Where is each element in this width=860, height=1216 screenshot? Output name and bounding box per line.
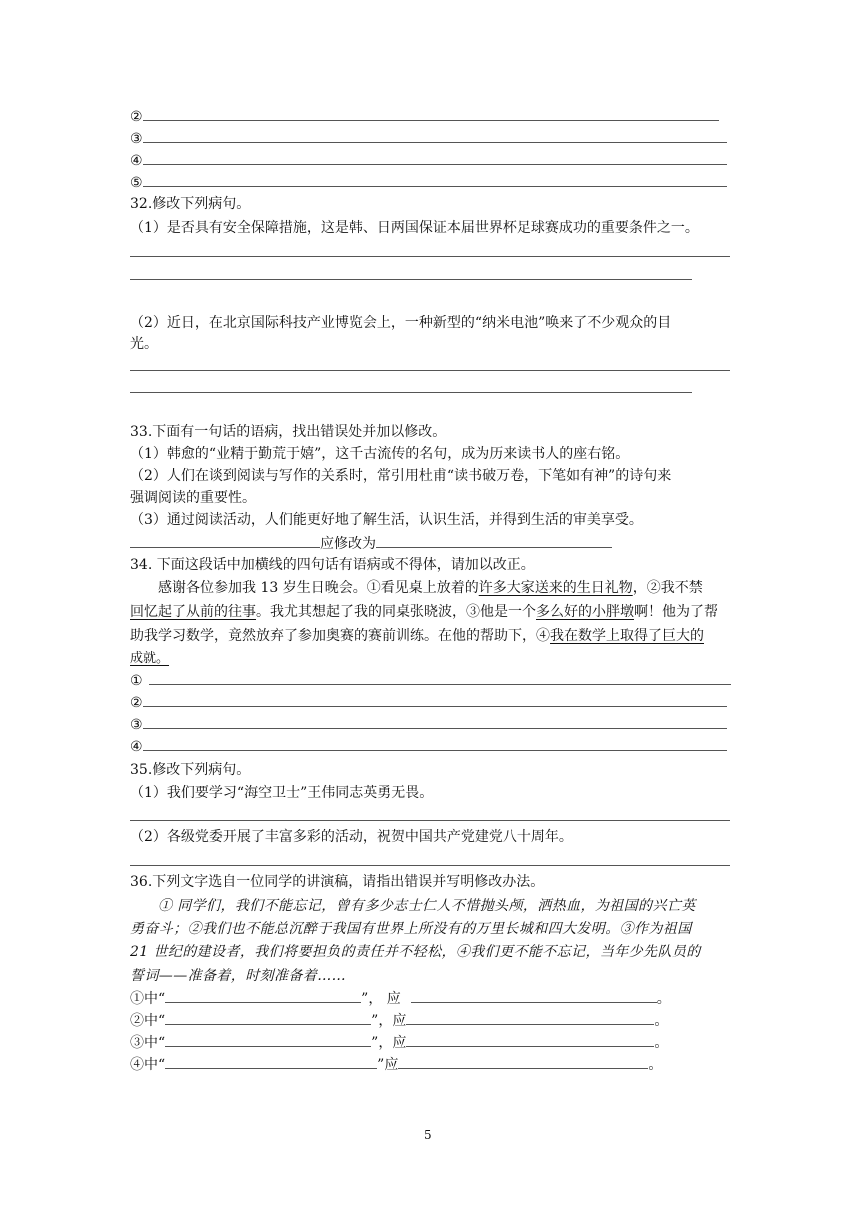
- q36-answer-row-3[interactable]: ③中“ ”，应 。: [130, 1032, 668, 1053]
- q35-sentence-1: （1）我们要学习“海空卫士”王伟同志英勇无畏。: [130, 785, 434, 801]
- underlined-phrase-4: 我在数学上取得了巨大的: [550, 628, 704, 644]
- q36-para-line-3: 21 世纪的建设者，我们将要担负的责任并不轻松，④我们更不能不忘记，当年少先队员的: [130, 944, 701, 960]
- page-number: 5: [424, 1128, 432, 1142]
- marker: ⑤: [130, 175, 143, 191]
- answer-rule[interactable]: [130, 820, 730, 821]
- answer-rule[interactable]: [130, 370, 730, 371]
- q36-answer-row-1[interactable]: ①中“ ”， 应 。: [130, 988, 671, 1009]
- answer-rule[interactable]: [130, 865, 730, 866]
- answer-mid-label: 应修改为: [320, 536, 376, 552]
- q34-title: 34. 下面这段话中加横线的四句话有语病或不得体，请加以改正。: [130, 557, 535, 573]
- q36-para-line-2: 勇奋斗；②我们也不能总沉醉于我国有世界上所没有的万里长城和四大发明。③作为祖国: [130, 921, 692, 937]
- q34-para-line-1: 感谢各位参加我 13 岁生日晚会。①看见桌上放着的许多大家送来的生日礼物，②我不禁: [158, 580, 703, 596]
- q32-title: 32.修改下列病句。: [130, 196, 251, 212]
- underlined-phrase-2: 回忆起了从前的往事: [130, 604, 256, 620]
- answer-line-2[interactable]: [130, 106, 719, 127]
- q35-sentence-2: （2）各级党委开展了丰富多彩的活动，祝贺中国共产党建党八十周年。: [130, 829, 573, 845]
- q34-answer-2[interactable]: ②: [130, 692, 727, 713]
- q33-answer-line[interactable]: [130, 533, 612, 554]
- q34-para-line-4: 成就。: [130, 651, 170, 666]
- q32-sentence-2a: （2）近日，在北京国际科技产业博览会上，一种新型的“纳米电池”唤来了不少观众的目: [130, 315, 672, 331]
- answer-rule[interactable]: [130, 279, 692, 280]
- q34-para-line-3: 助我学习数学，竟然放弃了参加奥赛的赛前训练。在他的帮助下，④我在数学上取得了巨大的: [130, 628, 704, 644]
- q33-sentence-2a: （2）人们在谈到阅读与写作的关系时，常引用杜甫“读书破万卷，下笔如有神”的诗句来: [130, 468, 672, 484]
- q34-answer-1[interactable]: ①: [130, 670, 731, 691]
- q36-answer-row-2[interactable]: ②中“ ”，应 。: [130, 1010, 668, 1031]
- q34-answer-3[interactable]: ③: [130, 714, 727, 735]
- underlined-phrase-1: 许多大家送来的生日礼物: [478, 580, 633, 596]
- answer-rule[interactable]: [130, 392, 692, 393]
- q33-sentence-3: （3）通过阅读活动，人们能更好地了解生活，认识生活，并得到生活的审美享受。: [130, 512, 643, 528]
- q32-sentence-1: （1）是否具有安全保障措施，这是韩、日两国保证本届世界杯足球赛成功的重要条件之一。: [130, 220, 699, 236]
- answer-line-3[interactable]: [130, 128, 727, 149]
- marker: ④: [130, 153, 143, 169]
- marker: ③: [130, 131, 143, 147]
- answer-rule[interactable]: [130, 256, 730, 257]
- q33-title: 33.下面有一句话的语病，找出错误处并加以修改。: [130, 424, 447, 440]
- q35-title: 35.修改下列病句。: [130, 762, 251, 778]
- marker: ②: [130, 109, 143, 125]
- q34-answer-4[interactable]: ④: [130, 736, 727, 757]
- q36-title: 36.下列文字选自一位同学的讲演稿，请指出错误并写明修改办法。: [130, 874, 545, 890]
- underlined-phrase-3: 多么好的小胖墩: [536, 604, 634, 620]
- answer-line-5[interactable]: [130, 172, 727, 193]
- q34-para-line-2: 回忆起了从前的往事。我尤其想起了我的同桌张晓波，③他是一个多么好的小胖墩啊！他为了帮: [130, 604, 718, 620]
- q33-sentence-1: （1）韩愈的“业精于勤荒于嬉”，这千古流传的名句，成为历来读书人的座右铭。: [130, 446, 630, 462]
- q33-sentence-2b: 强调阅读的重要性。: [130, 490, 256, 506]
- q32-sentence-2b: 光。: [130, 336, 158, 352]
- answer-line-4[interactable]: [130, 150, 727, 171]
- q36-answer-row-4[interactable]: ④中“ ”应 。: [130, 1054, 662, 1075]
- q36-para-line-1: ① 同学们，我们不能忘记，曾有多少志士仁人不惜抛头颅，洒热血，为祖国的兴亡英: [158, 898, 696, 914]
- q36-para-line-4: 誓词——准备着，时刻准备着……: [130, 968, 346, 984]
